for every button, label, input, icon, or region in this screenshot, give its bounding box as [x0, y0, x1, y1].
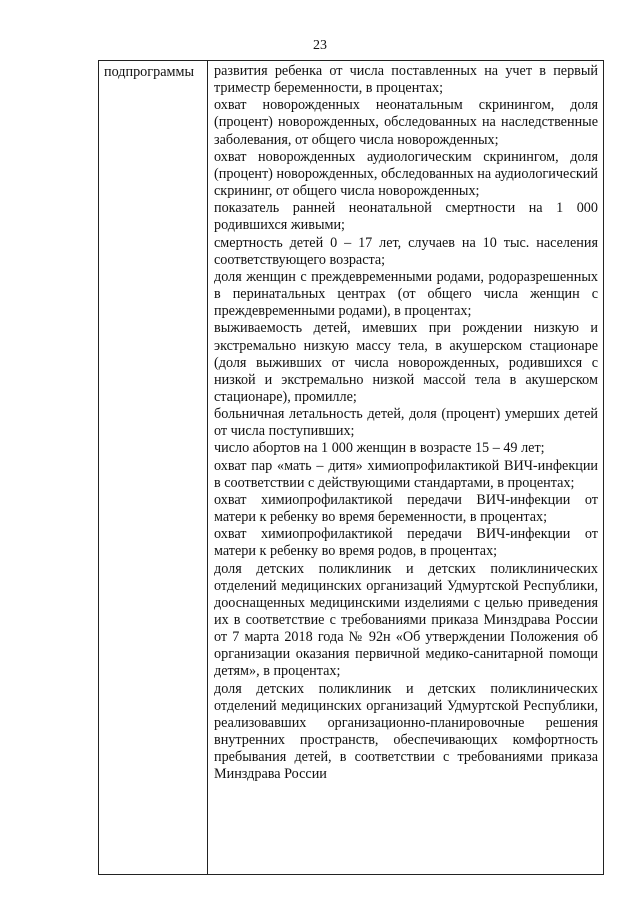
indicator-item: охват химиопрофилактикой передачи ВИЧ-инфекции от матери к ребенку во время родов, в процентах; [214, 526, 598, 560]
indicator-item: доля женщин с преждевременными родами, родоразрешенных в перинатальных центрах (от общего числа женщин с преждевременными родами), в процентах; [214, 268, 598, 320]
row-label: подпрограммы [104, 64, 194, 80]
indicator-item: выживаемость детей, имевших при рождении низкую и экстремально низкую массу тела, в акушерском стационаре (доля выживших от числа новорожденных, родившихся с низкой и экстремально низкой массой тела в акушерском стационаре), промилле; [214, 320, 598, 405]
indicator-item: охват новорожденных неонатальным скринингом, доля (процент) новорожденных, обследованных на наследственные заболевания, от общего числа новорожденных; [214, 97, 598, 148]
content-cell [208, 61, 604, 875]
indicator-item: смертность детей 0 – 17 лет, случаев на 10 тыс. населения соответствующего возраста; [214, 234, 598, 268]
indicator-item: охват пар «мать – дитя» химиопрофилактикой ВИЧ-инфекции в соответствии с действующими стандартами, в процентах; [214, 457, 598, 491]
indicator-item: число абортов на 1 000 женщин в возрасте 15 – 49 лет; [214, 440, 545, 457]
indicator-item: больничная летальность детей, доля (процент) умерших детей от числа поступивших; [214, 406, 598, 440]
label-cell [99, 61, 208, 875]
indicator-item: показатель ранней неонатальной смертности на 1 000 родившихся живыми; [214, 200, 598, 234]
page-number: 23 [313, 38, 327, 53]
indicator-item: доля детских поликлиник и детских поликлинических отделений медицинских организаций Удмуртской Республики, дооснащенных медицинскими изделиями с целью приведения их в соответствие с требованиями приказа Минздрава России от 7 марта 2018 года № 92н «Об утверждении Положения об организации оказания первичной медико-санитарной помощи детям», в процентах; [214, 560, 598, 680]
indicators-table [98, 60, 604, 875]
indicator-item: доля детских поликлиник и детских поликлинических отделений медицинских организаций Удмуртской Республики, реализовавших организационно-планировочные решения внутренних пространств, обеспечивающих комфортность пребывания детей, в соответствии с требованиями приказа Минздрава России [214, 680, 598, 783]
indicator-item: охват новорожденных аудиологическим скринингом, доля (процент) новорожденных, обследованных на аудиологический скрининг, от общего числа новорожденных; [214, 148, 598, 200]
table-row [99, 61, 604, 875]
indicator-item: охват химиопрофилактикой передачи ВИЧ-инфекции от матери к ребенку во время беременности, в процентах; [214, 491, 598, 526]
indicator-item: развития ребенка от числа поставленных на учет в первый триместр беременности, в процентах; [214, 63, 598, 97]
